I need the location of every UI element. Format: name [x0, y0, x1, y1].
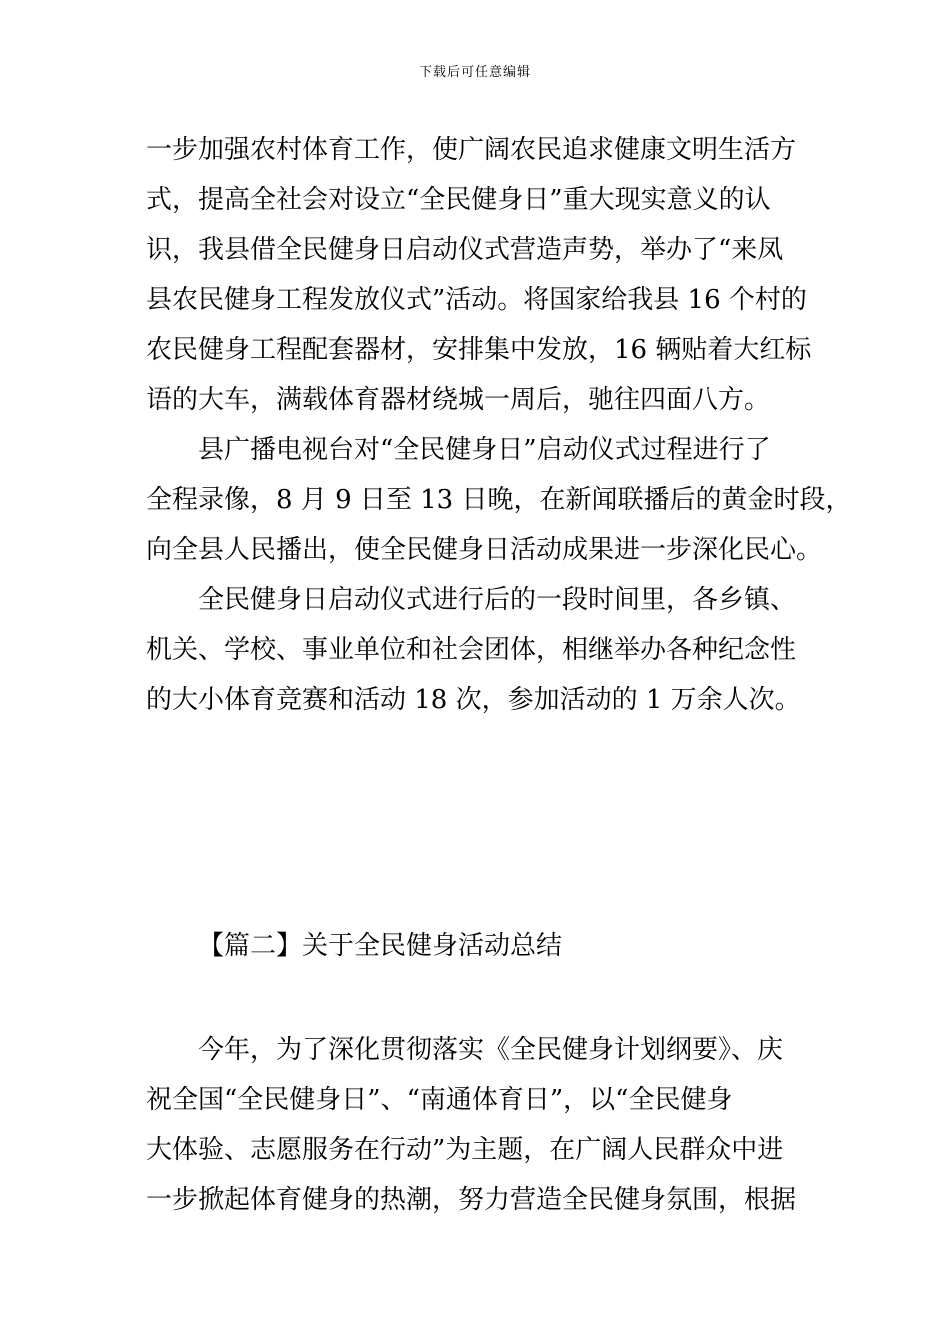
body-text-line: 全程录像，8 月 9 日至 13 日晚，在新闻联播后的黄金时段， — [146, 485, 852, 515]
body-text-line: 机关、学校、事业单位和社会团体，相继举办各种纪念性 — [146, 635, 797, 665]
body-text-line: 县广播电视台对“全民健身日”启动仪式过程进行了 — [198, 435, 771, 465]
body-text-line: 向全县人民播出，使全民健身日活动成果进一步深化民心。 — [146, 535, 823, 565]
page-header-note: 下载后可任意编辑 — [418, 65, 531, 80]
body-text-line: 识，我县借全民健身日启动仪式营造声势，举办了“来凤 — [146, 235, 784, 265]
body-text-line: 县农民健身工程发放仪式”活动。将国家给我县 16 个村的 — [146, 285, 807, 315]
body-text-line: 祝全国“全民健身日”、“南通体育日”，以“全民健身 — [146, 1085, 733, 1115]
section-heading: 【篇二】关于全民健身活动总结 — [198, 931, 563, 961]
body-text-line: 一步掀起体育健身的热潮，努力营造全民健身氛围，根据 — [146, 1185, 797, 1215]
body-text-line: 的大小体育竞赛和活动 18 次，参加活动的 1 万余人次。 — [146, 685, 801, 715]
body-text-line: 全民健身日启动仪式进行后的一段时间里，各乡镇、 — [198, 585, 797, 615]
body-text-line: 今年，为了深化贯彻落实《全民健身计划纲要》、庆 — [198, 1035, 784, 1065]
body-text-line: 一步加强农村体育工作，使广阔农民追求健康文明生活方 — [146, 135, 797, 165]
body-text-line: 语的大车，满载体育器材绕城一周后，驰往四面八方。 — [146, 385, 771, 415]
body-text-line: 式，提高全社会对设立“全民健身日”重大现实意义的认 — [146, 185, 771, 215]
body-text-line: 大体验、志愿服务在行动”为主题，在广阔人民群众中进 — [146, 1135, 784, 1165]
body-text-line: 农民健身工程配套器材，安排集中发放，16 辆贴着大红标 — [146, 335, 812, 365]
